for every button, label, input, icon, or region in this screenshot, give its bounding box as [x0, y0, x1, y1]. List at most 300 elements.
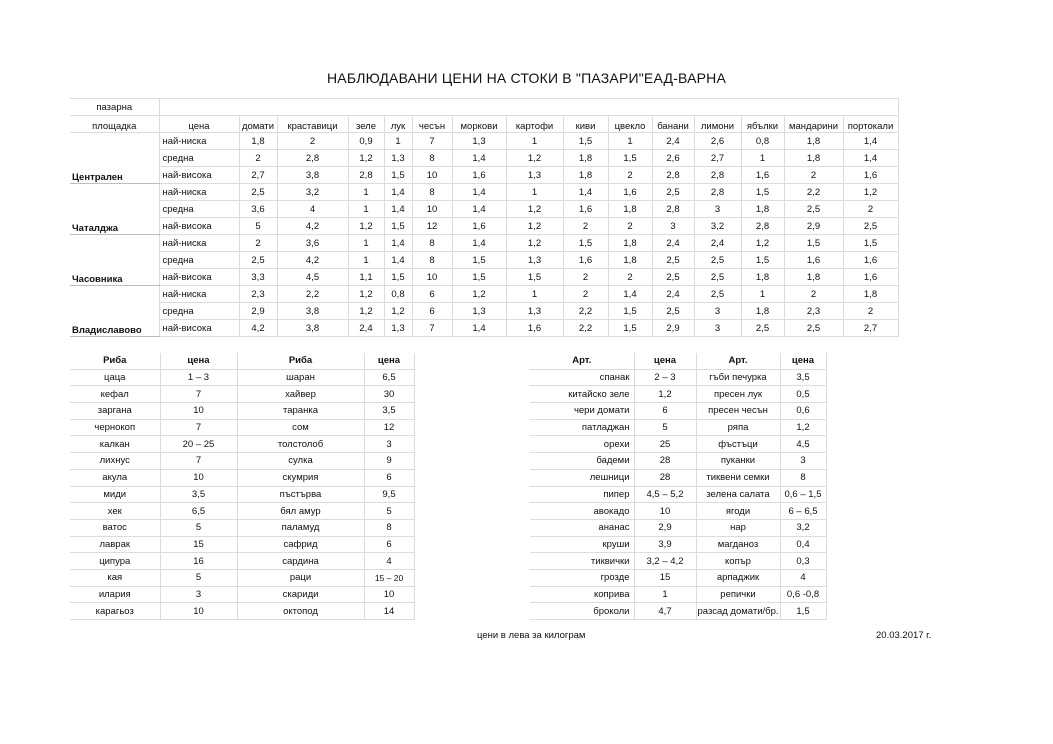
- item-name: илария: [70, 586, 160, 603]
- price-cell: 2: [843, 201, 898, 218]
- item-price: 4: [780, 569, 826, 586]
- price-cell: 1: [741, 150, 784, 167]
- price-cell: 1,5: [741, 184, 784, 201]
- price-cell: 3,2: [277, 184, 348, 201]
- item-name: пуканки: [696, 453, 780, 470]
- unit-note: цени в лева за килограм: [477, 630, 586, 641]
- price-cell: 8: [412, 150, 452, 167]
- item-price: 10: [160, 469, 237, 486]
- item-price: 12: [364, 419, 414, 436]
- table-row: [70, 150, 898, 167]
- price-level: най-ниска: [159, 184, 239, 201]
- item-price: 3,2 – 4,2: [634, 553, 696, 570]
- item-name: репички: [696, 586, 780, 603]
- table-row: [70, 235, 898, 252]
- fish-table: [70, 353, 415, 620]
- item-name: чери домати: [530, 403, 634, 420]
- price-cell: 2,4: [652, 133, 694, 150]
- item-name: круши: [530, 536, 634, 553]
- table-row: [530, 403, 826, 420]
- price-cell: 1,8: [563, 150, 608, 167]
- price-cell: 1: [348, 252, 384, 269]
- price-cell: 1,8: [784, 133, 843, 150]
- price-cell: 3: [652, 218, 694, 235]
- item-name: пипер: [530, 486, 634, 503]
- price-cell: 3,2: [694, 218, 741, 235]
- item-price: 2 – 3: [634, 369, 696, 386]
- price-cell: 3,8: [277, 167, 348, 184]
- price-cell: 1,4: [384, 184, 412, 201]
- price-cell: 1,5: [452, 252, 506, 269]
- product-header: моркови: [452, 116, 506, 133]
- price-cell: 2,5: [694, 252, 741, 269]
- table-row: [530, 536, 826, 553]
- item-price: 28: [634, 453, 696, 470]
- item-price: 5: [160, 569, 237, 586]
- item-name: бадеми: [530, 453, 634, 470]
- item-price: 6,5: [364, 369, 414, 386]
- item-name: заргана: [70, 403, 160, 420]
- item-name: сулка: [237, 453, 364, 470]
- table-row: [530, 369, 826, 386]
- price-cell: 1,8: [741, 201, 784, 218]
- table-row: [70, 603, 414, 620]
- item-name: ряпа: [696, 419, 780, 436]
- price-cell: 2: [563, 269, 608, 286]
- price-cell: 1,6: [843, 167, 898, 184]
- price-cell: 1,2: [506, 150, 563, 167]
- item-price: 0,6 – 1,5: [780, 486, 826, 503]
- item-price: 6: [634, 403, 696, 420]
- header-row: [530, 353, 826, 369]
- price-cell: 1,4: [608, 286, 652, 303]
- price-cell: 1,5: [843, 235, 898, 252]
- table-row: [530, 519, 826, 536]
- table-row: [70, 269, 898, 286]
- item-name: цаца: [70, 369, 160, 386]
- table-row: [70, 469, 414, 486]
- price-cell: 1,8: [563, 167, 608, 184]
- price-cell: 8: [412, 235, 452, 252]
- table-row: [70, 453, 414, 470]
- product-header: лук: [384, 116, 412, 133]
- price-cell: 8: [412, 184, 452, 201]
- table-row: [530, 553, 826, 570]
- price-cell: 1,3: [506, 252, 563, 269]
- item-price: 4,7: [634, 603, 696, 620]
- item-name: грозде: [530, 569, 634, 586]
- item-price: 1: [634, 586, 696, 603]
- price-cell: 3,8: [277, 320, 348, 337]
- table-row: [530, 603, 826, 620]
- item-price: 0,6: [780, 403, 826, 420]
- price-cell: 2,7: [694, 150, 741, 167]
- price-cell: 4,2: [277, 218, 348, 235]
- price-cell: 1: [384, 133, 412, 150]
- price-cell: 1,5: [563, 133, 608, 150]
- item-price: 4,5 – 5,2: [634, 486, 696, 503]
- header-price-label: цена: [159, 116, 239, 133]
- item-name: ананас: [530, 519, 634, 536]
- report-date: 20.03.2017 г.: [876, 630, 932, 641]
- item-price: 10: [634, 503, 696, 520]
- price-cell: 10: [412, 269, 452, 286]
- table-row: [70, 486, 414, 503]
- price-cell: 1,4: [384, 252, 412, 269]
- item-price: 6: [364, 469, 414, 486]
- price-cell: 5: [239, 218, 277, 235]
- item-name: орехи: [530, 436, 634, 453]
- item-name: миди: [70, 486, 160, 503]
- item-price: 7: [160, 419, 237, 436]
- price-cell: 1,6: [563, 252, 608, 269]
- product-header: картофи: [506, 116, 563, 133]
- item-price: 3: [364, 436, 414, 453]
- price-cell: 10: [412, 201, 452, 218]
- item-price: 25: [634, 436, 696, 453]
- price-level: най-ниска: [159, 133, 239, 150]
- price-cell: 1: [506, 184, 563, 201]
- item-price: 0,5: [780, 386, 826, 403]
- price-cell: 1,6: [741, 167, 784, 184]
- product-header: киви: [563, 116, 608, 133]
- price-cell: 1,2: [506, 218, 563, 235]
- header-market-label: пазарна: [70, 99, 159, 116]
- price-cell: 6: [412, 286, 452, 303]
- table-row: [70, 184, 898, 201]
- product-header: домати: [239, 116, 277, 133]
- table-row: [70, 218, 898, 235]
- item-name: скумрия: [237, 469, 364, 486]
- table-row: [70, 303, 898, 320]
- price-cell: 1,8: [608, 235, 652, 252]
- price-cell: 2: [608, 167, 652, 184]
- produce-table: [530, 353, 827, 620]
- item-name: пресен чесън: [696, 403, 780, 420]
- item-price: 3,5: [780, 369, 826, 386]
- price-cell: 1,4: [452, 201, 506, 218]
- table-row: [70, 586, 414, 603]
- item-price: 3,5: [364, 403, 414, 420]
- product-header: ябълки: [741, 116, 784, 133]
- price-cell: 1: [741, 286, 784, 303]
- price-cell: 2,2: [563, 320, 608, 337]
- price-cell: 4: [277, 201, 348, 218]
- price-cell: 2,5: [784, 201, 843, 218]
- table-row: [530, 386, 826, 403]
- price-cell: 1,6: [784, 252, 843, 269]
- product-header: портокали: [843, 116, 898, 133]
- price-cell: 6: [412, 303, 452, 320]
- price-cell: 1,5: [784, 235, 843, 252]
- item-name: лихнус: [70, 453, 160, 470]
- item-name: пъстърва: [237, 486, 364, 503]
- price-cell: 1,6: [452, 167, 506, 184]
- price-cell: 2,5: [652, 184, 694, 201]
- table-row: [530, 436, 826, 453]
- price-cell: 1,4: [452, 320, 506, 337]
- table-row: [70, 386, 414, 403]
- price-cell: 1,5: [608, 320, 652, 337]
- price-cell: 2,5: [239, 184, 277, 201]
- price-cell: 2,8: [277, 150, 348, 167]
- price-cell: 3,8: [277, 303, 348, 320]
- product-header: лимони: [694, 116, 741, 133]
- price-cell: 2,3: [239, 286, 277, 303]
- price-cell: 3: [694, 201, 741, 218]
- price-cell: 2,2: [563, 303, 608, 320]
- item-name: лешници: [530, 469, 634, 486]
- price-cell: 2,8: [741, 218, 784, 235]
- price-cell: 2,3: [784, 303, 843, 320]
- item-name: хайвер: [237, 386, 364, 403]
- price-cell: 2,5: [239, 252, 277, 269]
- price-cell: 1,8: [741, 303, 784, 320]
- table-row: [70, 436, 414, 453]
- product-header: чесън: [412, 116, 452, 133]
- item-price: 1 – 3: [160, 369, 237, 386]
- item-price: 15: [160, 536, 237, 553]
- price-cell: 1: [348, 201, 384, 218]
- price-level: най-висока: [159, 167, 239, 184]
- price-cell: 2: [784, 167, 843, 184]
- item-price: 30: [364, 386, 414, 403]
- item-price: 20 – 25: [160, 436, 237, 453]
- item-price: 0,3: [780, 553, 826, 570]
- item-name: коприва: [530, 586, 634, 603]
- price-cell: 1,3: [384, 320, 412, 337]
- item-name: паламуд: [237, 519, 364, 536]
- price-cell: 4,5: [277, 269, 348, 286]
- item-name: чернокоп: [70, 419, 160, 436]
- price-level: най-висока: [159, 218, 239, 235]
- item-name: толстолоб: [237, 436, 364, 453]
- price-cell: 1,8: [608, 201, 652, 218]
- price-cell: 2,5: [652, 303, 694, 320]
- item-name: фъстъци: [696, 436, 780, 453]
- item-name: бял амур: [237, 503, 364, 520]
- price-cell: 1,2: [843, 184, 898, 201]
- item-price: 1,5: [780, 603, 826, 620]
- price-cell: 1: [608, 133, 652, 150]
- item-price: 10: [160, 403, 237, 420]
- table-row: [70, 503, 414, 520]
- item-name: спанак: [530, 369, 634, 386]
- price-cell: 1,8: [784, 150, 843, 167]
- price-cell: 2,8: [652, 201, 694, 218]
- price-cell: 1,5: [506, 269, 563, 286]
- market-name: Часовника: [70, 235, 159, 286]
- table-row: [530, 453, 826, 470]
- item-name: сом: [237, 419, 364, 436]
- price-cell: 1,5: [563, 235, 608, 252]
- product-header: мандарини: [784, 116, 843, 133]
- header-row: [70, 116, 898, 133]
- price-cell: 2,8: [348, 167, 384, 184]
- column-header: цена: [160, 353, 237, 369]
- price-cell: 1,5: [384, 218, 412, 235]
- price-cell: 2,5: [652, 269, 694, 286]
- price-cell: 2,9: [784, 218, 843, 235]
- price-cell: 2,2: [277, 286, 348, 303]
- price-cell: 3,3: [239, 269, 277, 286]
- header-market-label: площадка: [70, 116, 159, 133]
- price-cell: 3,6: [239, 201, 277, 218]
- price-cell: 1,6: [563, 201, 608, 218]
- column-header: Риба: [70, 353, 160, 369]
- price-cell: 1,1: [348, 269, 384, 286]
- item-price: 3,5: [160, 486, 237, 503]
- table-row: [70, 252, 898, 269]
- price-level: средна: [159, 303, 239, 320]
- price-cell: 1,2: [384, 303, 412, 320]
- item-price: 2,9: [634, 519, 696, 536]
- item-price: 5: [160, 519, 237, 536]
- price-cell: 1,8: [741, 269, 784, 286]
- price-cell: 4,2: [239, 320, 277, 337]
- price-cell: 2: [277, 133, 348, 150]
- item-name: октопод: [237, 603, 364, 620]
- price-cell: 2,5: [694, 286, 741, 303]
- price-cell: 1,2: [348, 218, 384, 235]
- item-name: броколи: [530, 603, 634, 620]
- price-cell: 1,5: [608, 150, 652, 167]
- price-cell: 2,4: [652, 235, 694, 252]
- product-header: банани: [652, 116, 694, 133]
- item-price: 7: [160, 386, 237, 403]
- item-name: акула: [70, 469, 160, 486]
- table-row: [530, 419, 826, 436]
- column-header: цена: [780, 353, 826, 369]
- price-cell: 4,2: [277, 252, 348, 269]
- price-cell: 0,8: [741, 133, 784, 150]
- price-cell: 2: [239, 235, 277, 252]
- table-row: [530, 503, 826, 520]
- table-row: [70, 201, 898, 218]
- item-name: карагьоз: [70, 603, 160, 620]
- price-cell: 2: [608, 269, 652, 286]
- price-cell: 1,5: [741, 252, 784, 269]
- price-cell: 10: [412, 167, 452, 184]
- table-row: [70, 553, 414, 570]
- item-name: нар: [696, 519, 780, 536]
- item-price: 28: [634, 469, 696, 486]
- table-row: [70, 320, 898, 337]
- price-cell: 8: [412, 252, 452, 269]
- price-cell: 2,9: [239, 303, 277, 320]
- price-cell: 1,4: [452, 184, 506, 201]
- item-name: калкан: [70, 436, 160, 453]
- price-cell: 0,9: [348, 133, 384, 150]
- price-cell: 1,3: [452, 303, 506, 320]
- price-cell: 1,2: [741, 235, 784, 252]
- item-price: 9,5: [364, 486, 414, 503]
- price-cell: 2,4: [652, 286, 694, 303]
- column-header: Арт.: [530, 353, 634, 369]
- item-price: 8: [364, 519, 414, 536]
- price-cell: 1,4: [384, 201, 412, 218]
- page-title: НАБЛЮДАВАНИ ЦЕНИ НА СТОКИ В "ПАЗАРИ"ЕАД-ВАРНА: [327, 70, 726, 86]
- price-cell: 2: [608, 218, 652, 235]
- table-row: [70, 519, 414, 536]
- table-row: [70, 569, 414, 586]
- price-level: средна: [159, 150, 239, 167]
- price-cell: 1,2: [348, 286, 384, 303]
- item-name: раци: [237, 569, 364, 586]
- price-cell: 2,5: [843, 218, 898, 235]
- price-cell: 2,6: [652, 150, 694, 167]
- price-cell: 1,2: [348, 150, 384, 167]
- price-level: средна: [159, 201, 239, 218]
- item-price: 3: [780, 453, 826, 470]
- item-price: 5: [634, 419, 696, 436]
- item-price: 3: [160, 586, 237, 603]
- item-name: лаврак: [70, 536, 160, 553]
- price-level: средна: [159, 252, 239, 269]
- price-cell: 1,5: [384, 167, 412, 184]
- price-cell: 7: [412, 320, 452, 337]
- price-cell: 1,4: [452, 235, 506, 252]
- price-cell: 2,5: [694, 269, 741, 286]
- price-cell: 2,5: [784, 320, 843, 337]
- item-name: магданоз: [696, 536, 780, 553]
- price-cell: 1,8: [843, 286, 898, 303]
- item-name: шаран: [237, 369, 364, 386]
- table-row: [530, 586, 826, 603]
- price-cell: 1,5: [452, 269, 506, 286]
- price-cell: 2,2: [784, 184, 843, 201]
- price-cell: 1,3: [452, 133, 506, 150]
- price-cell: 1,4: [843, 150, 898, 167]
- table-row: [70, 403, 414, 420]
- price-cell: 2: [784, 286, 843, 303]
- price-table: [70, 98, 899, 337]
- price-cell: 2: [239, 150, 277, 167]
- table-row: [530, 569, 826, 586]
- item-price: 8: [780, 469, 826, 486]
- price-cell: 1: [506, 133, 563, 150]
- header-row: [70, 353, 414, 369]
- price-cell: 2,7: [239, 167, 277, 184]
- item-price: 15: [634, 569, 696, 586]
- item-price: 4,5: [780, 436, 826, 453]
- item-name: авокадо: [530, 503, 634, 520]
- item-name: арпаджик: [696, 569, 780, 586]
- item-name: патладжан: [530, 419, 634, 436]
- item-price: 14: [364, 603, 414, 620]
- price-cell: 1,4: [384, 235, 412, 252]
- market-name: Владиславово: [70, 286, 159, 337]
- item-price: 15 – 20: [364, 569, 414, 586]
- table-row: [530, 486, 826, 503]
- price-cell: 1,6: [506, 320, 563, 337]
- item-price: 16: [160, 553, 237, 570]
- price-cell: 1,6: [843, 269, 898, 286]
- price-cell: 1: [348, 184, 384, 201]
- price-cell: 2: [843, 303, 898, 320]
- price-cell: 1,6: [452, 218, 506, 235]
- price-cell: 2,5: [741, 320, 784, 337]
- item-price: 0,6 -0,8: [780, 586, 826, 603]
- price-cell: 1,2: [452, 286, 506, 303]
- price-cell: 1,2: [348, 303, 384, 320]
- item-price: 6 – 6,5: [780, 503, 826, 520]
- item-price: 5: [364, 503, 414, 520]
- price-cell: 1,3: [506, 167, 563, 184]
- price-cell: 2,6: [694, 133, 741, 150]
- price-level: най-висока: [159, 320, 239, 337]
- item-name: китайско зеле: [530, 386, 634, 403]
